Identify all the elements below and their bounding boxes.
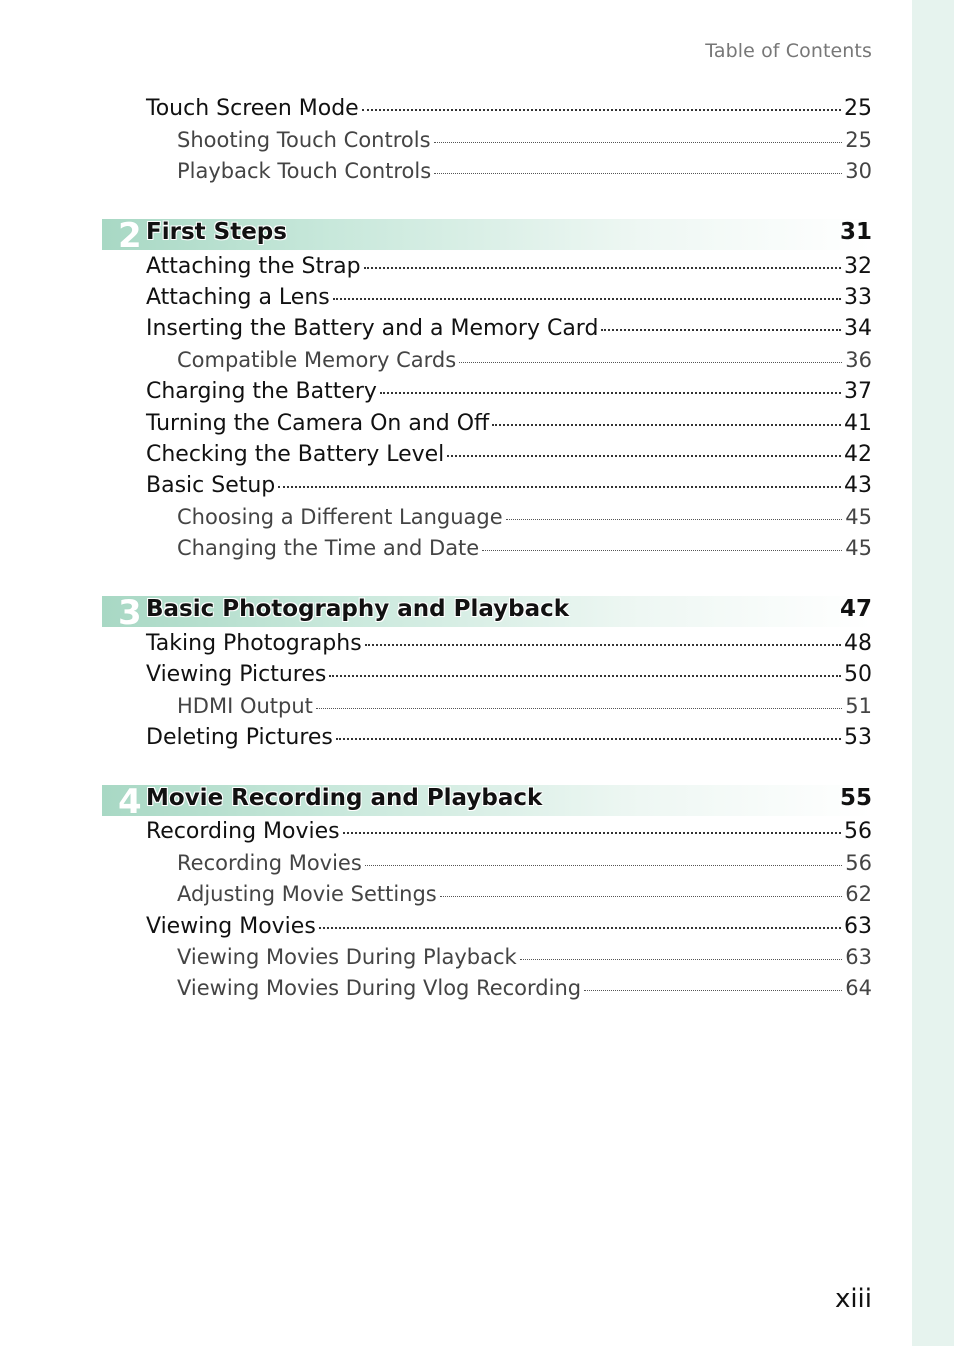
toc-entry-page: 30 — [845, 159, 872, 183]
leader-dots — [333, 298, 841, 300]
toc-entry[interactable] — [146, 316, 872, 346]
leader-dots — [601, 329, 841, 331]
toc-entry-page: 33 — [844, 285, 872, 310]
toc-entry-page: 63 — [844, 914, 872, 939]
toc-entry-page: 34 — [844, 316, 872, 341]
toc-entry-page: 45 — [845, 505, 872, 529]
toc-entry[interactable] — [146, 914, 872, 944]
chapter-number: 3 — [118, 593, 142, 633]
toc-entry-page: 63 — [845, 945, 872, 969]
toc-entry-label: Playback Touch Controls — [177, 159, 432, 183]
toc-entry-label: Basic Setup — [146, 473, 276, 498]
toc-entry-page: 25 — [845, 128, 872, 152]
chapter-title: Movie Recording and Playback — [146, 785, 543, 811]
toc-entry[interactable] — [146, 631, 872, 661]
toc-entry-label: HDMI Output — [177, 694, 313, 718]
chapter-page: 47 — [839, 596, 872, 622]
toc-entry-page: 62 — [845, 882, 872, 906]
leader-dots — [520, 959, 843, 960]
toc-entry-label: Inserting the Battery and a Memory Card — [146, 316, 599, 341]
toc-entry-page: 42 — [844, 442, 872, 467]
toc-entry-label: Deleting Pictures — [146, 725, 333, 750]
leader-dots — [434, 142, 843, 143]
leader-dots — [319, 927, 841, 929]
toc-entry[interactable] — [146, 442, 872, 472]
chapter-title: Basic Photography and Playback — [146, 596, 570, 622]
chapter-title: First Steps — [146, 219, 287, 245]
toc-entry[interactable] — [146, 411, 872, 441]
toc-entry[interactable] — [146, 819, 872, 849]
toc-entry-label: Compatible Memory Cards — [177, 348, 457, 372]
toc-entry[interactable] — [146, 379, 872, 409]
toc-entry-label: Shooting Touch Controls — [177, 128, 431, 152]
toc-entry-label: Changing the Time and Date — [177, 536, 480, 560]
toc-entry-page: 50 — [844, 662, 872, 687]
toc-entry-label: Attaching the Strap — [146, 254, 361, 279]
toc-entry-label: Viewing Movies During Vlog Recording — [177, 976, 582, 1000]
toc-entry[interactable] — [146, 254, 872, 284]
toc-entry-label: Viewing Movies During Playback — [177, 945, 517, 969]
toc-entry-label: Charging the Battery — [146, 379, 377, 404]
toc-entry-label: Viewing Movies — [146, 914, 316, 939]
toc-subentry[interactable] — [177, 694, 872, 724]
leader-dots — [362, 109, 841, 111]
toc-entry-label: Choosing a Different Language — [177, 505, 503, 529]
toc-subentry[interactable] — [177, 536, 872, 566]
chapter-number: 2 — [118, 216, 142, 256]
toc-entry-page: 48 — [844, 631, 872, 656]
page-number: xiii — [834, 1284, 872, 1314]
leader-dots — [584, 990, 842, 991]
toc-subentry[interactable] — [177, 348, 872, 378]
side-tab-strip — [912, 0, 954, 1346]
toc-entry-page: 45 — [845, 536, 872, 560]
toc-entry-page: 56 — [845, 851, 872, 875]
leader-dots — [434, 173, 842, 174]
toc-entry[interactable] — [146, 285, 872, 315]
chapter-number: 4 — [118, 782, 142, 822]
toc-entry-label: Attaching a Lens — [146, 285, 330, 310]
leader-dots — [380, 392, 841, 394]
toc-entry-label: Recording Movies — [146, 819, 340, 844]
running-header: Table of Contents — [705, 40, 872, 62]
toc-entry-page: 36 — [845, 348, 872, 372]
toc-subentry[interactable] — [177, 128, 872, 158]
toc-entry-page: 32 — [844, 254, 872, 279]
toc-entry-page: 41 — [844, 411, 872, 436]
leader-dots — [316, 708, 842, 709]
leader-dots — [459, 362, 842, 363]
toc-entry-page: 37 — [844, 379, 872, 404]
toc-subentry[interactable] — [177, 945, 872, 975]
toc-entry[interactable] — [146, 662, 872, 692]
toc-subentry[interactable] — [177, 851, 872, 881]
leader-dots — [364, 267, 841, 269]
leader-dots — [365, 865, 842, 866]
leader-dots — [343, 832, 841, 834]
toc-entry-page: 64 — [845, 976, 872, 1000]
toc-subentry[interactable] — [177, 159, 872, 189]
chapter-heading-2[interactable] — [102, 216, 872, 256]
toc-subentry[interactable] — [177, 505, 872, 535]
toc-entry-page: 53 — [844, 725, 872, 750]
leader-dots — [365, 644, 841, 646]
chapter-heading-3[interactable] — [102, 593, 872, 633]
toc-subentry[interactable] — [177, 882, 872, 912]
toc-subentry[interactable] — [177, 976, 872, 1006]
toc-entry-page: 51 — [845, 694, 872, 718]
toc-entry[interactable] — [146, 96, 872, 126]
toc-entry-page: 25 — [844, 96, 872, 121]
chapter-page: 31 — [839, 219, 872, 245]
toc-entry-page: 56 — [844, 819, 872, 844]
leader-dots — [492, 424, 841, 426]
leader-dots — [506, 519, 843, 520]
toc-entry-page: 43 — [844, 473, 872, 498]
chapter-page: 55 — [839, 785, 872, 811]
toc-entry-label: Touch Screen Mode — [146, 96, 359, 121]
leader-dots — [482, 550, 842, 551]
toc-entry-label: Viewing Pictures — [146, 662, 327, 687]
toc-entry[interactable] — [146, 473, 872, 503]
toc-entry-label: Checking the Battery Level — [146, 442, 445, 467]
leader-dots — [440, 896, 843, 897]
toc-entry-label: Recording Movies — [177, 851, 362, 875]
leader-dots — [447, 455, 841, 457]
toc-entry-label: Turning the Camera On and Off — [146, 411, 490, 436]
toc-entry-label: Adjusting Movie Settings — [177, 882, 437, 906]
leader-dots — [278, 486, 841, 488]
leader-dots — [336, 738, 841, 740]
toc-entry-label: Taking Photographs — [146, 631, 362, 656]
chapter-heading-4[interactable] — [102, 782, 872, 822]
toc-entry[interactable] — [146, 725, 872, 755]
leader-dots — [329, 675, 841, 677]
